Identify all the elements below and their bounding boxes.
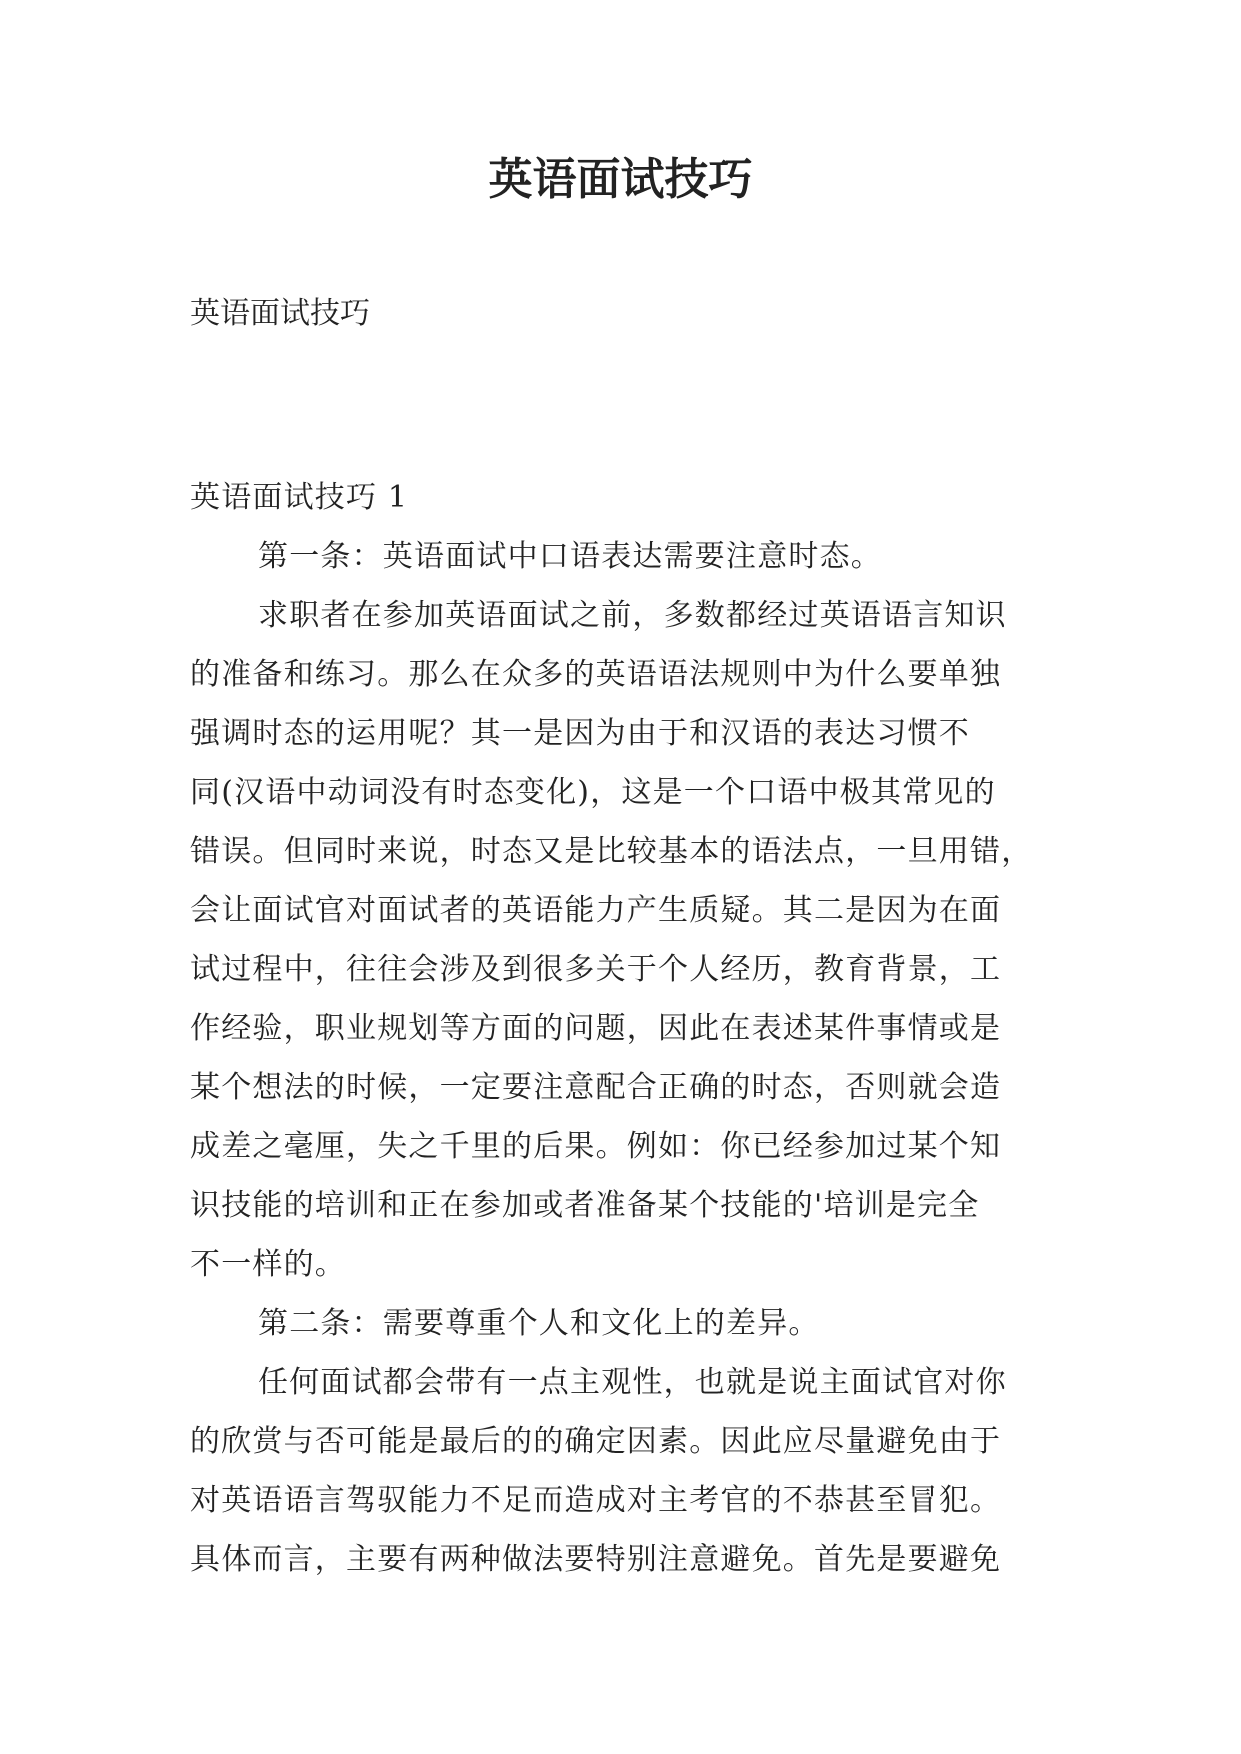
body-line: 任何面试都会带有一点主观性，也就是说主面试官对你	[258, 1365, 1007, 1400]
body-line: 不一样的。	[190, 1247, 346, 1282]
body-line: 强调时态的运用呢？其一是因为由于和汉语的表达习惯不	[190, 716, 970, 751]
body-line: 第二条：需要尊重个人和文化上的差异。	[258, 1306, 820, 1341]
body-line: 求职者在参加英语面试之前，多数都经过英语语言知识	[258, 598, 1007, 633]
body-line: 作经验，职业规划等方面的问题，因此在表述某件事情或是	[190, 1011, 1002, 1046]
body-line: 英语面试技巧 1	[190, 480, 409, 515]
body-line: 的准备和练习。那么在众多的英语语法规则中为什么要单独	[190, 657, 1002, 692]
body-line: 某个想法的时候，一定要注意配合正确的时态，否则就会造	[190, 1070, 1002, 1105]
body-line: 成差之毫厘，失之千里的后果。例如：你已经参加过某个知	[190, 1129, 1002, 1164]
body-line: 对英语语言驾驭能力不足而造成对主考官的不恭甚至冒犯。	[190, 1483, 1002, 1518]
document-subtitle: 英语面试技巧	[190, 296, 370, 331]
body-line: 第一条：英语面试中口语表达需要注意时态。	[258, 539, 882, 574]
body-line: 的欣赏与否可能是最后的的确定因素。因此应尽量避免由于	[190, 1424, 1002, 1459]
body-line: 同(汉语中动词没有时态变化)，这是一个口语中极其常见的	[190, 775, 996, 810]
body-line: 识技能的培训和正在参加或者准备某个技能的'培训是完全	[190, 1188, 980, 1223]
body-line: 具体而言，主要有两种做法要特别注意避免。首先是要避免	[190, 1542, 1002, 1577]
body-line: 会让面试官对面试者的英语能力产生质疑。其二是因为在面	[190, 893, 1002, 928]
body-line: 试过程中，往往会涉及到很多关于个人经历，教育背景，工	[190, 952, 1002, 987]
body-line: 错误。但同时来说，时态又是比较基本的语法点，一旦用错，	[190, 834, 1033, 869]
document-title: 英语面试技巧	[488, 154, 753, 205]
document-body	[190, 468, 1052, 1589]
